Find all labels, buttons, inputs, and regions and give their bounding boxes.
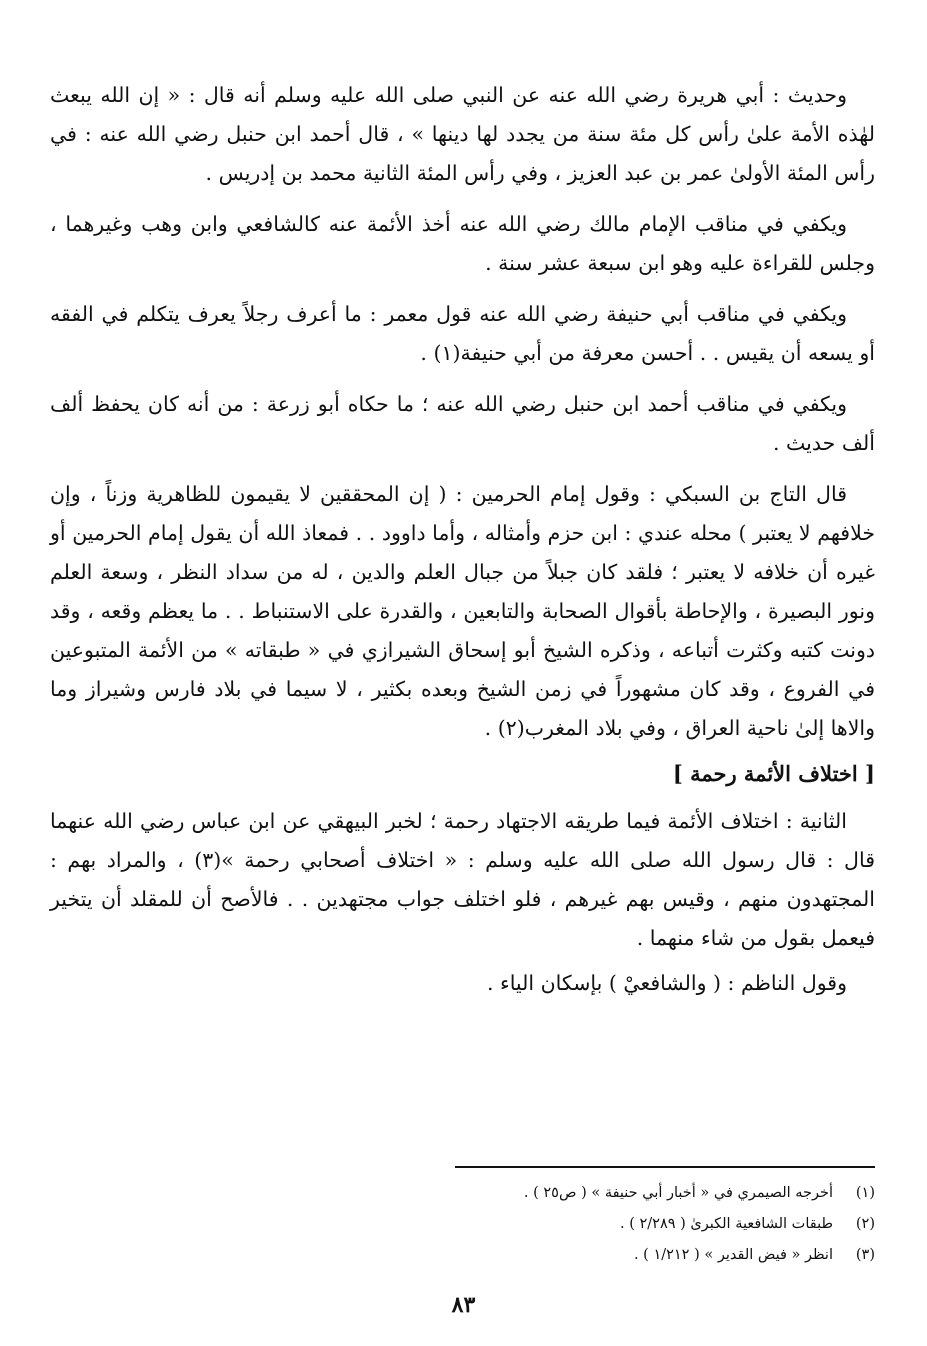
footnote-number: (١) — [855, 1185, 875, 1201]
paragraph-malik: ويكفي في مناقب الإمام مالك رضي الله عنه أخذ الأئمة عنه كالشافعي وابن وهب وغيرهما ، وجلس للقراءة عليه وهو ابن سبعة عشر سنة . — [50, 212, 875, 275]
paragraph-nazim: وقول الناظم : ( والشافعيْ ) بإسكان الياء . — [487, 971, 847, 995]
footnote-text: انظر « فيض القدير » ( ١/٢١٢ ) . — [633, 1247, 833, 1263]
footnote-2 — [455, 1209, 875, 1240]
footnote-number: (٢) — [855, 1216, 875, 1232]
footnote-3 — [455, 1240, 875, 1271]
footnote-number: (٣) — [855, 1247, 875, 1263]
footnote-1 — [455, 1178, 875, 1209]
section-heading: [ اختلاف الأئمة رحمة ] — [672, 761, 875, 786]
footnotes — [455, 1166, 875, 1271]
paragraph-hadith-mujaddid: وحديث : أبي هريرة رضي الله عنه عن النبي صلى الله عليه وسلم أنه قال : « إن الله يبعث لهٰذه الأمة علىٰ رأس كل مئة سنة من يجدد لها دينها » ، قال أحمد ابن حنبل رضي الله عنه : في رأس المئة الأولىٰ عمر بن عبد العزيز ، وفي رأس المئة الثانية محمد بن إدريس . — [50, 83, 875, 185]
page-number: ٨٣ — [451, 1292, 476, 1318]
main-text — [50, 76, 875, 1003]
paragraph-abu-hanifa: ويكفي في مناقب أبي حنيفة رضي الله عنه قول معمر : ما أعرف رجلاً يعرف يتكلم في الفقه أو يسعه أن يقيس . . أحسن معرفة من أبي حنيفة(١) . — [50, 302, 875, 365]
footnote-text: طبقات الشافعية الكبرىٰ ( ٢/٢٨٩ ) . — [620, 1216, 833, 1232]
paragraph-second: الثانية : اختلاف الأئمة فيما طريقه الاجتهاد رحمة ؛ لخبر البيهقي عن ابن عباس رضي الله عنهما قال : قال رسول الله صلى الله عليه وسلم : « اختلاف أصحابي رحمة »(٣) ، والمراد بهم : المجتهدون منهم ، وقيس بهم غيرهم ، فلو اختلف جواب مجتهدين . . فالأصح أن للمقلد أن يتخير فيعمل بقول من شاء منهما . — [50, 809, 875, 950]
footnote-text: أخرجه الصيمري في « أخبار أبي حنيفة » ( ص٢٥ ) . — [523, 1185, 833, 1201]
paragraph-ahmad: ويكفي في مناقب أحمد ابن حنبل رضي الله عنه ؛ ما حكاه أبو زرعة : من أنه كان يحفظ ألف ألف حديث . — [50, 392, 875, 455]
paragraph-subki: قال التاج بن السبكي : وقول إمام الحرمين : ( إن المحققين لا يقيمون للظاهرية وزناً ، وإن خلافهم لا يعتبر ) محله عندي : ابن حزم وأمثاله ، وأما داوود . . فمعاذ الله أن يقول إمام الحرمين أو غيره أن خلافه لا يعتبر ؛ فلقد كان جبلاً من جبال العلم والدين ، له من سداد النظر ، وسعة العلم ونور البصيرة ، والإحاطة بأقوال الصحابة والتابعين ، والقدرة على الاستنباط . . ما يعظم وقعه ، وقد دونت كتبه وكثرت أتباعه ، وذكره الشيخ أبو إسحاق الشيرازي في « طبقاته » من الأئمة المتبوعين في الفروع ، وقد كان مشهوراً في زمن الشيخ وبعده بكثير ، لا سيما في بلاد فارس وشيراز وما والاها إلىٰ ناحية العراق ، وفي بلاد المغرب(٢) . — [50, 482, 875, 740]
